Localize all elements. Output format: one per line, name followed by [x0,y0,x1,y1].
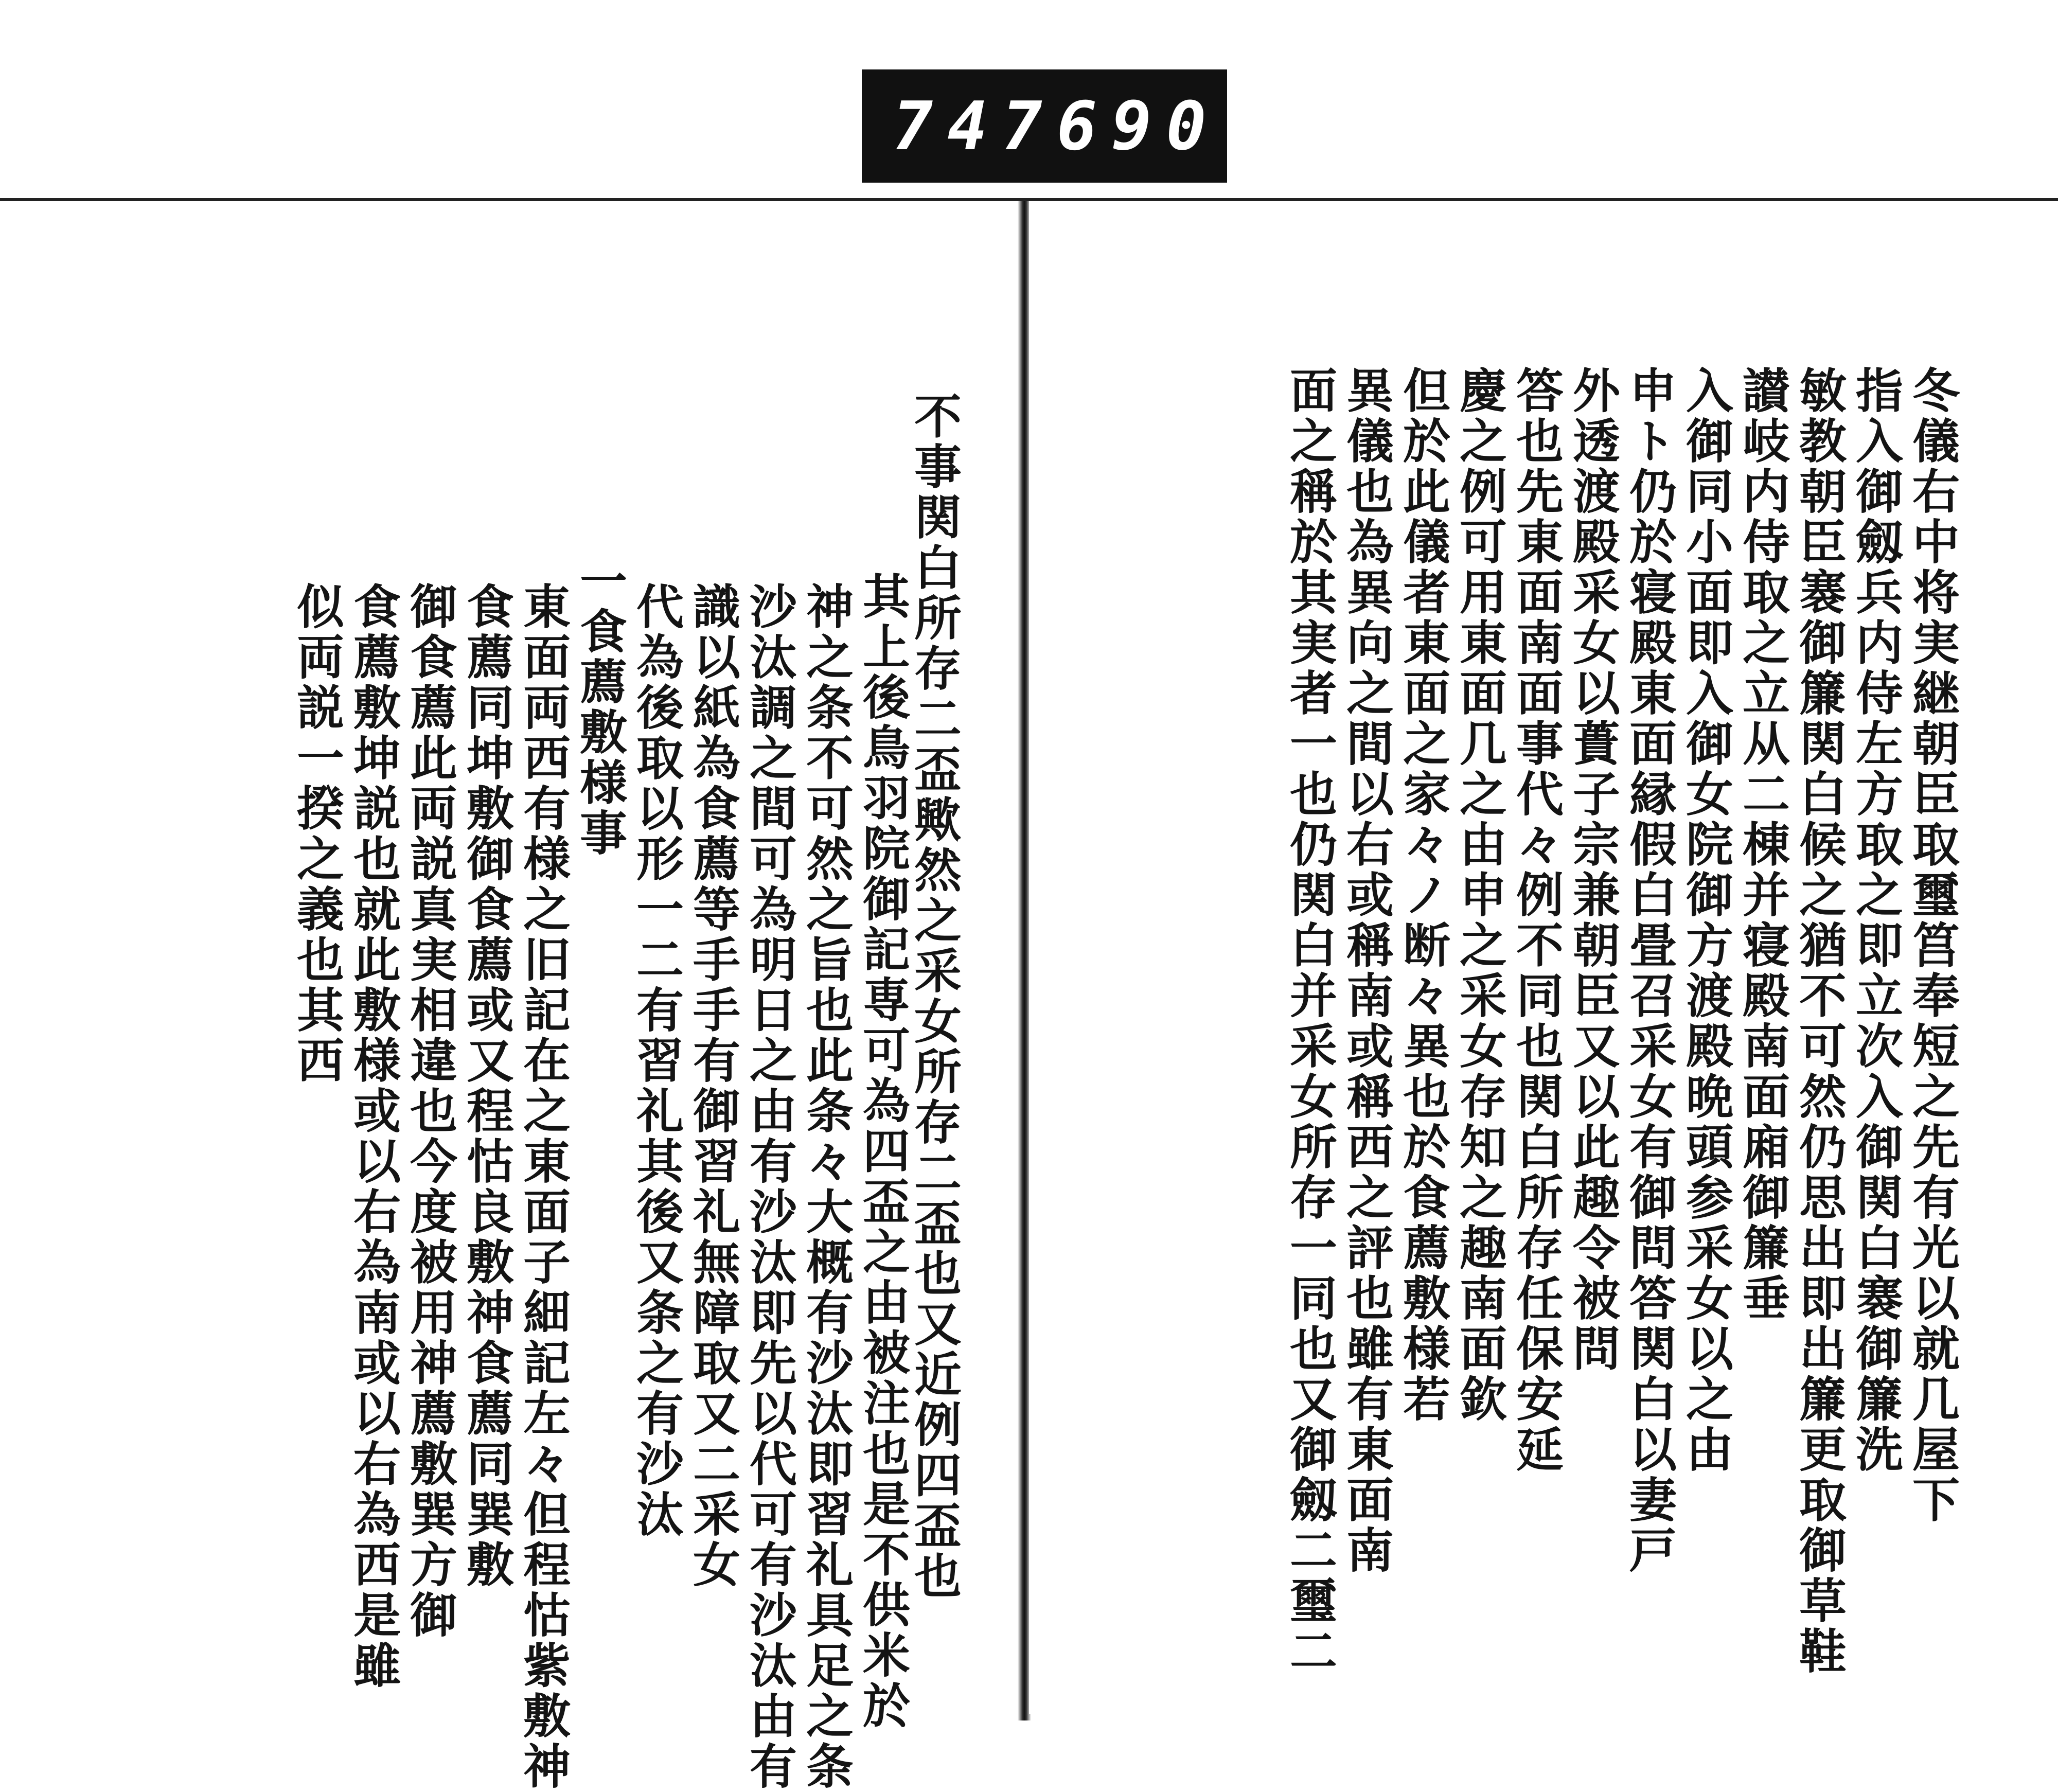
right-column-2: 指入御劔兵内侍左方取之即立次入御関白褰御簾洗 [1848,366,1904,1475]
right-column-6: 申ト仍於寝殿東面縁假白畳召采女有御問答関白以妻戸 [1622,366,1677,1576]
right-column-1: 冬儀右中将実継朝臣取璽筥奉短之先有光以就几屋下 [1905,366,1960,1525]
left-column-2: 其上後鳥羽院御記専可為四盃之由被注也是不供米於 [855,572,911,1731]
left-column-3: 神之条不可然之旨也此条々大概有沙汰即習礼具足之条 [799,582,854,1792]
frame-number-label [862,69,1275,183]
right-page [1029,201,2058,1714]
left-column-9: 食薦同坤敷御食薦或又程怙良敷神食薦同巽敷 [459,582,514,1590]
right-column-7: 外透渡殿采女以蕢子宗兼朝臣又以此趣令被問 [1565,366,1621,1374]
left-column-7: 一食薦敷様事 [572,556,628,859]
right-column-5: 入御同小面即入御女院御方渡殿晩頭参采女以之由 [1678,366,1734,1475]
right-column-9: 慶之例可用東面几之由申之采女存知之趣南面欽 [1452,366,1507,1425]
left-column-5: 識以紙為食薦等手手有御習礼無障取又二采女 [685,582,741,1590]
right-column-3: 敏教朝臣褰御簾関白候之猶不可然仍思出即出簾更取御草鞋 [1791,366,1847,1677]
right-column-12: 面之稱於其実者一也仍関白并采女所存一同也又御劔二璽二 [1282,366,1338,1677]
right-column-4: 讃岐内侍取之立从二棟并寝殿南面廂御簾垂 [1735,366,1790,1324]
left-column-4: 沙汰調之間可為明日之由有沙汰即先以代可有沙汰由有 [742,582,797,1792]
frame-number-left: 747 [893,87,1057,165]
left-page [0,201,1024,1792]
left-column-1: 不事関白所存二盃歟然之采女所存二盃也又近例四盃也 [907,392,962,1602]
right-column-10: 但於此儀者東面之家々ノ断々異也於食薦敷様若 [1395,366,1451,1425]
left-column-11: 食薦敷坤説也就此敷様或以右為南或以右為西是雖 [346,582,401,1691]
left-column-12: 似両説一揆之義也其西 [289,582,345,1086]
left-column-8: 東面両西有様之旧記在之東面子細記左々但程怙紫敷神 [516,582,571,1792]
right-column-11: 異儀也為異向之間以右或稱南或稱西之評也雖有東面南 [1339,366,1394,1576]
book-spread [0,198,2058,1792]
left-column-10: 御食薦此両説真実相違也今度被用神薦敷巽方御 [402,582,458,1641]
right-column-8: 答也先東面南面事代々例不同也関白所存任保安延 [1509,366,1564,1475]
left-column-6: 代為後取以形一二有習礼其後又条之有沙汰 [629,582,684,1540]
frame-number-right: 690. [1056,87,1275,165]
